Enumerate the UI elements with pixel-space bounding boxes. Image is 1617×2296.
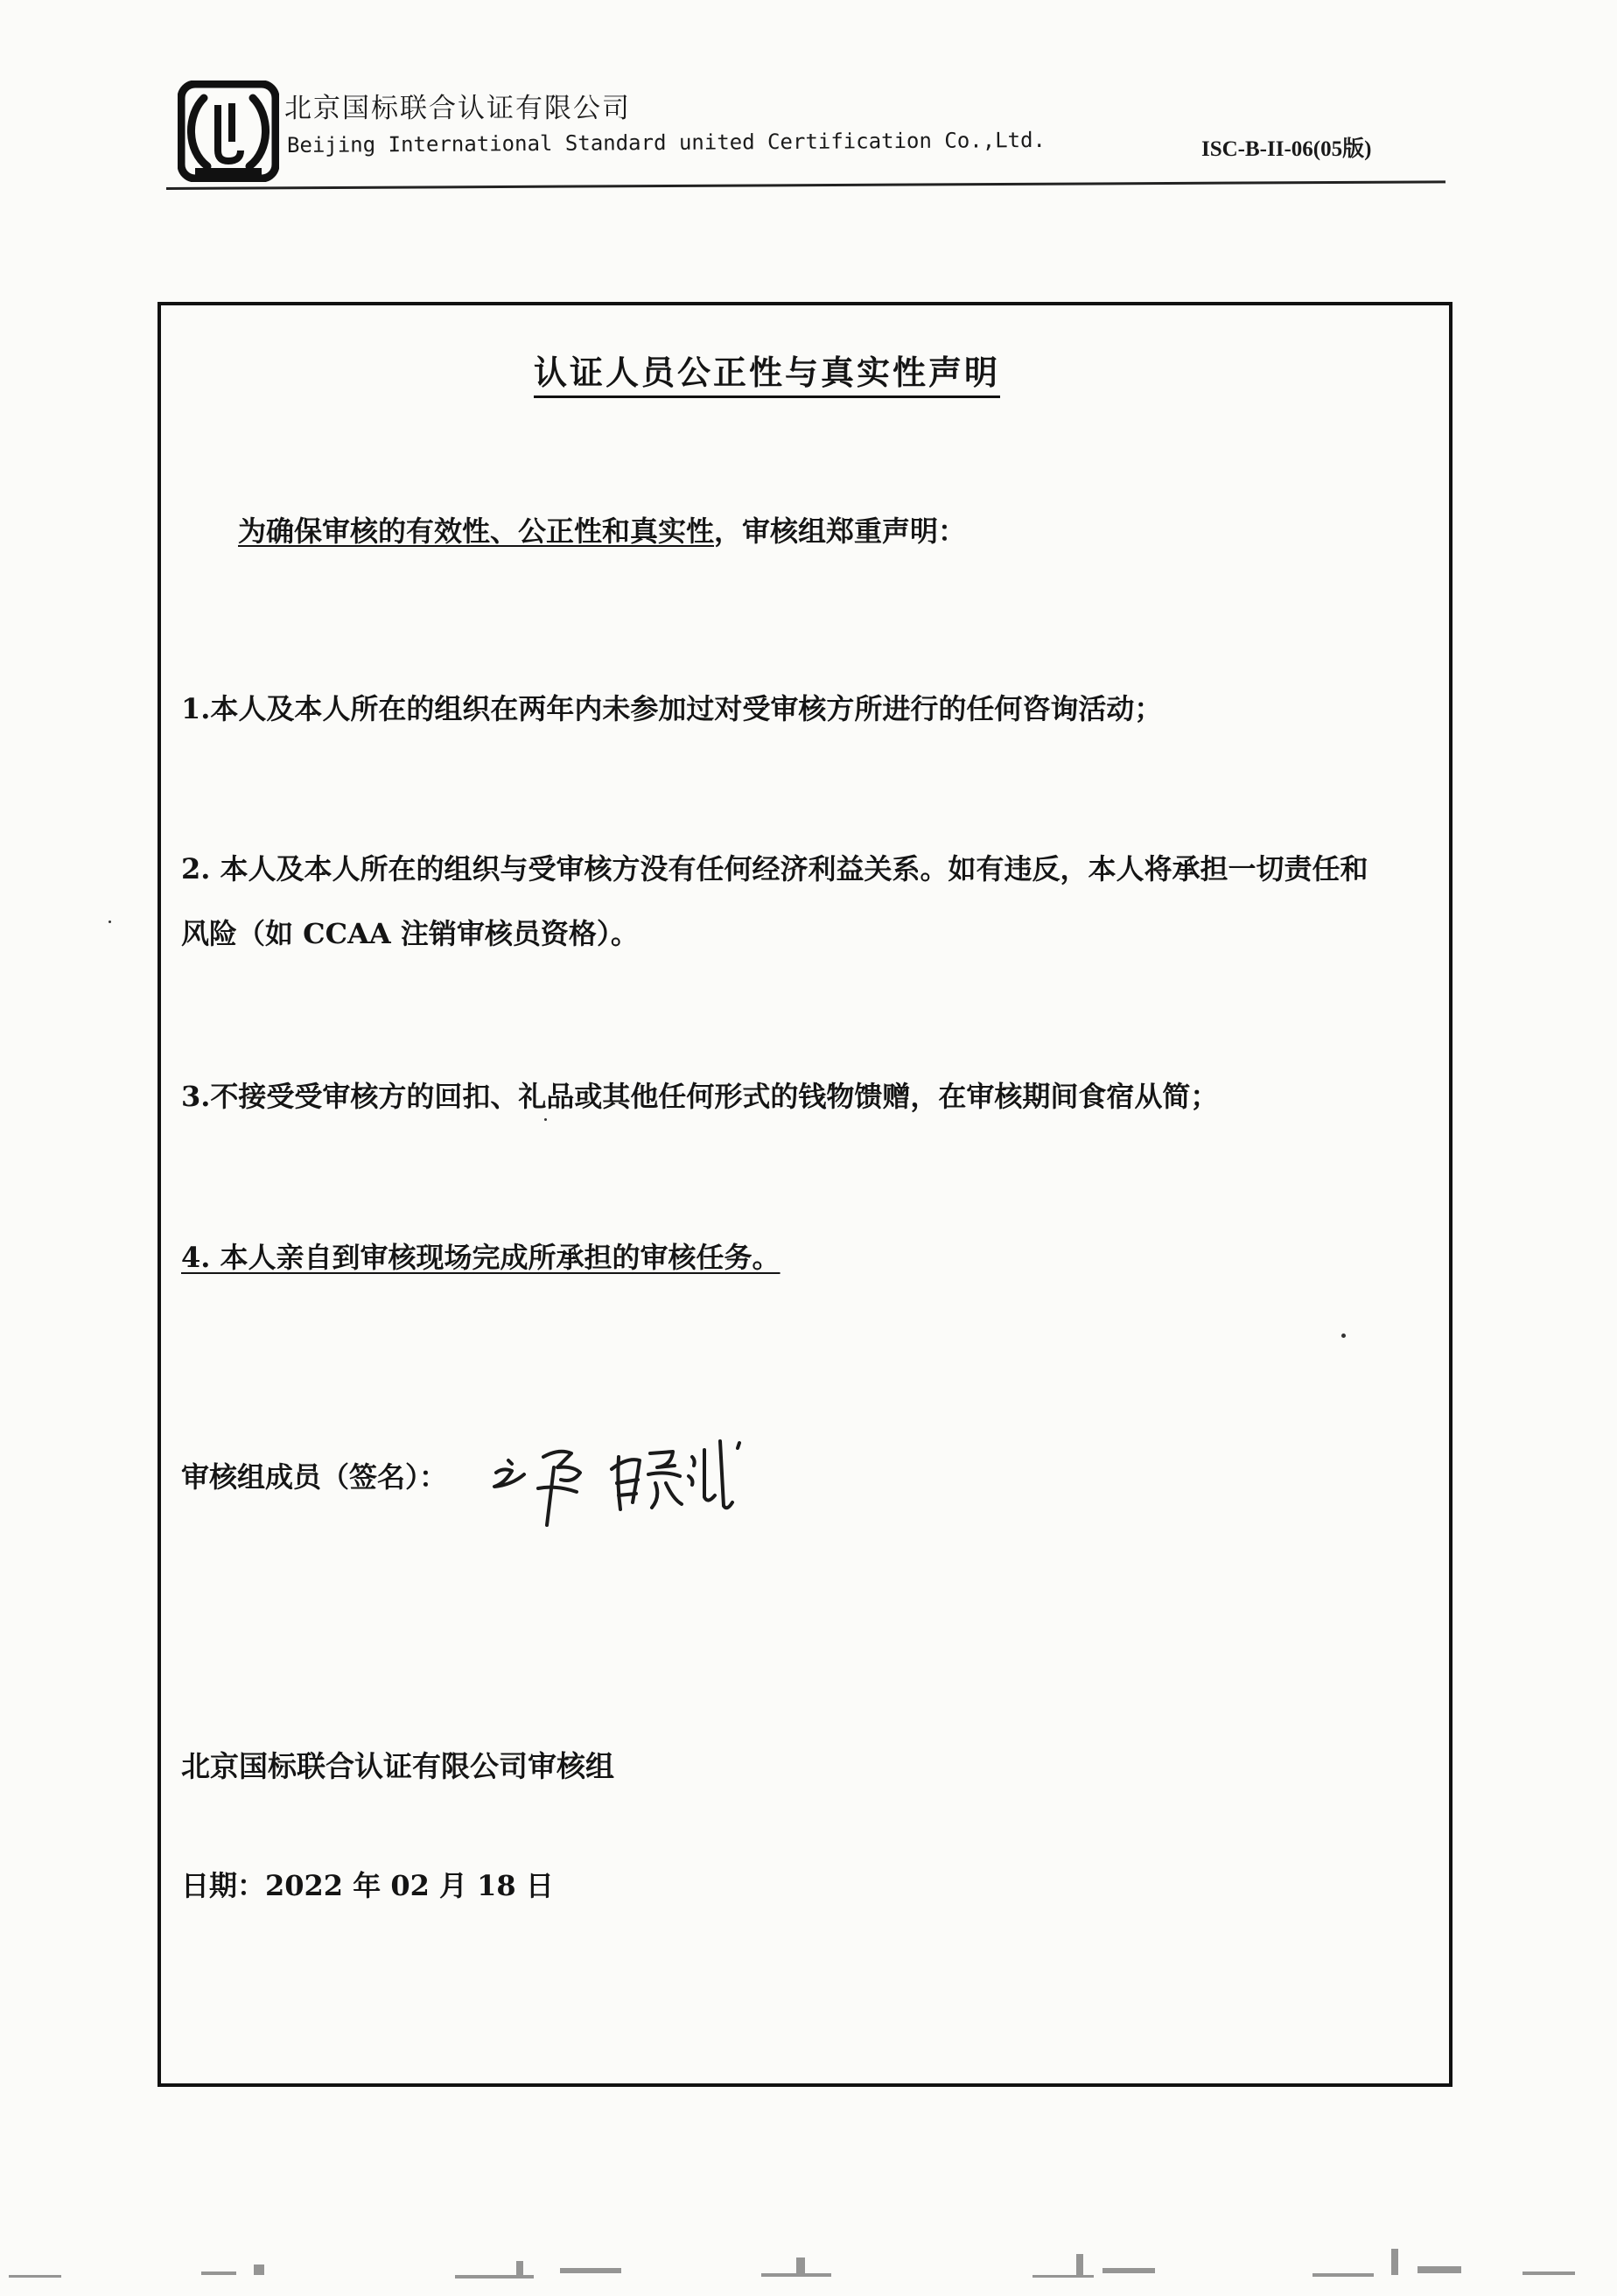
company-logo-icon: [178, 80, 279, 182]
intro-text: ，审核组郑重声明：: [714, 514, 967, 548]
declaration-item-3: 3.不接受受审核方的回扣、礼品或其他任何形式的钱物馈赠，在审核期间食宿从简；: [181, 1080, 1219, 1113]
intro-paragraph: [238, 509, 966, 550]
handwritten-signature-icon: [486, 1422, 766, 1544]
company-name-en: Beijing International Standard united Certification Co.,Ltd.: [286, 127, 1046, 158]
scan-edge-noise: [0, 2188, 1617, 2296]
audit-group-organization: 北京国标联合认证有限公司审核组: [181, 1749, 614, 1783]
declaration-item-2-line-1: 2. 本人及本人所在的组织与受审核方没有任何经济利益关系。如有违反，本人将承担一切责任和: [181, 852, 1368, 886]
declaration-title: 认证人员公正性与真实性声明: [534, 346, 1000, 398]
scan-speck: [544, 1118, 547, 1121]
scan-speck: [108, 920, 111, 923]
intro-underlined-text: 为确保审核的有效性、公正性和真实性: [238, 514, 715, 548]
declaration-date: 日期：2022 年 02 月 18 日: [181, 1869, 554, 1902]
document-code: ISC-B-II-06(05版): [1201, 137, 1372, 161]
scan-speck: [1341, 1334, 1346, 1338]
header-divider: [166, 180, 1446, 190]
declaration-item-4: 4. 本人亲自到审核现场完成所承担的审核任务。: [181, 1241, 780, 1274]
declaration-form-border: [158, 302, 1452, 2087]
members-signature-label: 审核组成员（签名）：: [181, 1460, 448, 1494]
declaration-item-2-line-2: 风险（如 CCAA 注销审核员资格）。: [181, 917, 639, 950]
declaration-item-1: 1.本人及本人所在的组织在两年内未参加过对受审核方所进行的任何咨询活动；: [181, 692, 1163, 725]
company-name-cn: 北京国标联合认证有限公司: [284, 93, 631, 124]
